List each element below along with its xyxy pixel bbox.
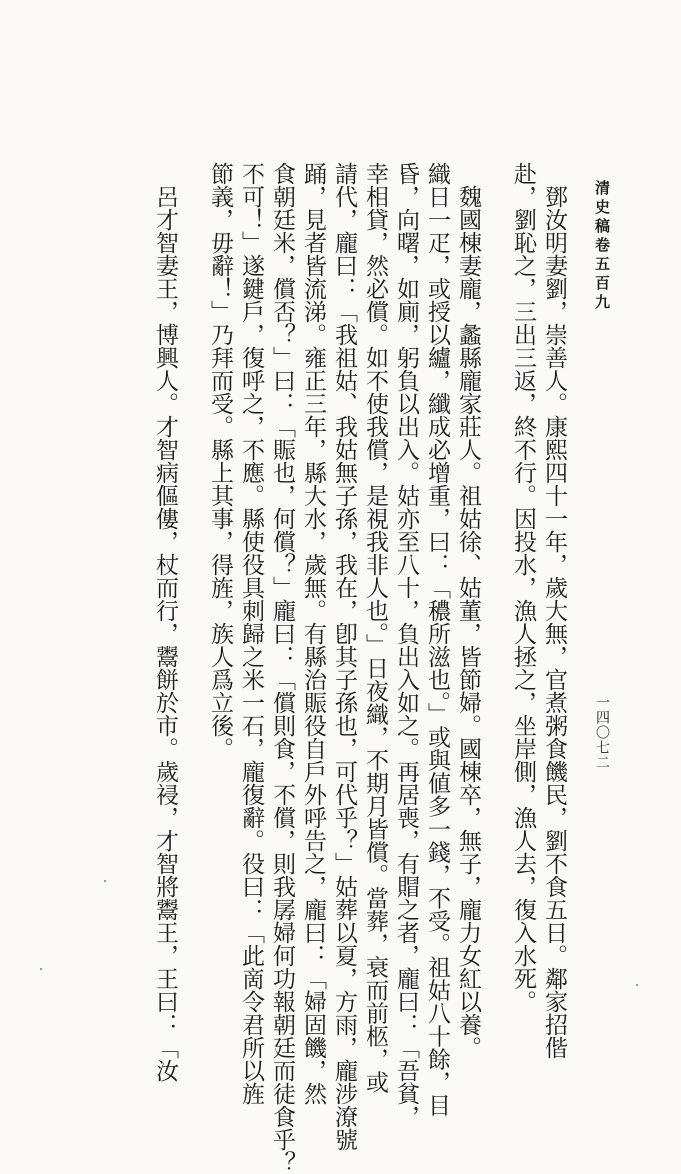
text-column: 昏，向曙，如廁，躬負以出入。姑亦至八十，負出入如之。再居喪，有賵之者，龐曰：「吾貧， [393, 162, 419, 1128]
text-column: 節義，毋辭！」乃拜而受。縣上其事，得旌，族人爲立後。 [207, 162, 233, 760]
text-column: 織日一疋，或授以纑，纖成必增重，曰：「穠所滋也。」或與値多一錢，不受。祖姑八十餘，目 [424, 162, 450, 1117]
text-column: 鄧汝明妻劉，崇善人。康熙四十一年，歲大無，官煮粥食饑民，劉不食五日。鄰家招偕 [541, 185, 567, 1059]
text-column: 不可！」遂鍵戶，復呼之，不應。縣使役具刺歸之米一石，龐復辭。役曰：「此啇令君所以旌 [238, 162, 264, 1105]
paper-speck [636, 984, 638, 986]
running-head: 清史稿卷五百九 [593, 180, 611, 313]
body-text [149, 162, 569, 1174]
text-column: 踊，見者皆流涕。雍正三年，縣大水，歲無。有縣治賑役自戶外呼告之，龐曰：「婦固饑，然 [300, 162, 326, 1105]
text-column: 幸相貸，然必償。如不使我償，是視我非人也。」日夜織，不期月皆償。當葬，衰而前柩，或 [362, 162, 388, 1094]
text-column: 赴，劉恥之，三出三返，終不行。因投水，漁人拯之，坐岸側，漁人去，復入水死。 [510, 162, 536, 1013]
text-column: 魏國棟妻龐，蠡縣龐家莊人。祖姑徐、姑董，皆節婦。國棟卒，無子，龐力女紅以養。 [455, 185, 481, 1059]
paper-speck [40, 968, 42, 970]
paper-speck [104, 880, 106, 882]
text-column: 呂才智妻王，博興人。才智病傴僂，杖而行，鬻餅於市。歲祲，才智將鬻王，王曰：「汝 [152, 185, 178, 1082]
text-column: 請代，龐曰：「我祖姑、我姑無子孫，我在，卽其子孫也，可代乎？」姑葬以夏，方雨，龐涉潦號 [331, 162, 357, 1151]
page-number: 一四〇七二 [594, 695, 610, 770]
text-column: 食朝廷米，償否？」曰：「賑也，何償？」龐曰：「償則食，不償，則我孱婦何功報朝廷而徒食乎？ [269, 162, 295, 1174]
